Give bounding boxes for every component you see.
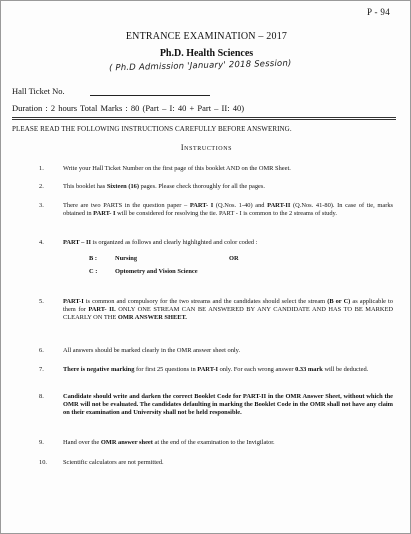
instruction-text: There are two PARTS in the question paper – PART- I (Q.Nos. 1-40) and PART-II (Q.Nos. 41-80). In case of tie, marks obtained in PART- I will be considered for resolving the tie. PART - I is common to the 2 streams of study. (63, 202, 394, 217)
handwritten-note: ( Ph.D Admission 'January' 2018 Session) (108, 58, 292, 74)
instruction-number: 7. (39, 366, 44, 373)
instruction-text: Candidate should write and darken the correct Booklet Code for PART-II in the OMR Answer Sheet, without which the OMR will not be evaluated. The candidates defaulting in marking the Booklet Code in the OMR shall not have any claim on their examination and University shall not be held responsible. (63, 393, 393, 416)
instruction-number: 6. (39, 347, 44, 354)
instruction-text: This booklet has Sixteen (16) pages. Please check thoroughly for all the pages. (63, 183, 265, 190)
instruction-text: All answers should be marked clearly in the OMR answer sheet only. (63, 347, 241, 354)
stream-b-name: Nursing (115, 255, 138, 262)
instructions-heading: Instructions (180, 143, 233, 152)
instruction-number: 1. (39, 165, 44, 172)
instruction-number: 9. (39, 439, 44, 446)
exam-title: ENTRANCE EXAMINATION – 2017 (125, 31, 288, 42)
instruction-text: There is negative marking for first 25 questions in PART-I only. For each wrong answer 0.33 mark will be deducted. (63, 366, 369, 373)
divider-rule (12, 117, 396, 118)
stream-c-label: C : (89, 268, 98, 275)
paper-code: P - 94 (367, 7, 390, 17)
hall-ticket-label: Hall Ticket No. (12, 86, 65, 96)
instruction-number: 10. (39, 459, 47, 466)
divider-rule (12, 119, 396, 120)
instruction-number: 4. (39, 239, 44, 246)
instruction-text: Write your Hall Ticket Number on the first page of this booklet AND on the OMR Sheet. (63, 165, 291, 172)
stream-b-label: B : (89, 255, 97, 262)
instruction-text: PART – II is organized as follows and clearly highlighted and color coded : (63, 239, 258, 246)
read-instructions-notice: PLEASE READ THE FOLLOWING INSTRUCTIONS CAREFULLY BEFORE ANSWERING. (12, 125, 292, 133)
exam-subject: Ph.D. Health Sciences (159, 48, 254, 59)
instruction-number: 2. (39, 183, 44, 190)
instruction-number: 8. (39, 393, 44, 400)
hall-ticket-blank-line (90, 95, 210, 96)
instruction-text: Hand over the OMR answer sheet at the end of the examination to the Invigilator. (63, 439, 275, 446)
duration-marks-line: Duration : 2 hours Total Marks : 80 (Part – I: 40 + Part – II: 40) (12, 103, 245, 113)
instruction-text: Scientific calculators are not permitted. (63, 459, 164, 466)
instruction-number: 5. (39, 298, 44, 305)
stream-or: OR (229, 255, 239, 262)
instruction-text: PART-I is common and compulsory for the two streams and the candidates should select the stream (B or C) as applicable to them for PART- II. ONLY ONE STREAM CAN BE ANSWERED BY ANY CANDIDATE AND HAS TO BE MARKED CLEARLY ON THE OMR ANSWER SHEET. (63, 298, 393, 321)
stream-c-name: Optometry and Vision Science (115, 268, 198, 275)
instruction-number: 3. (39, 202, 44, 209)
